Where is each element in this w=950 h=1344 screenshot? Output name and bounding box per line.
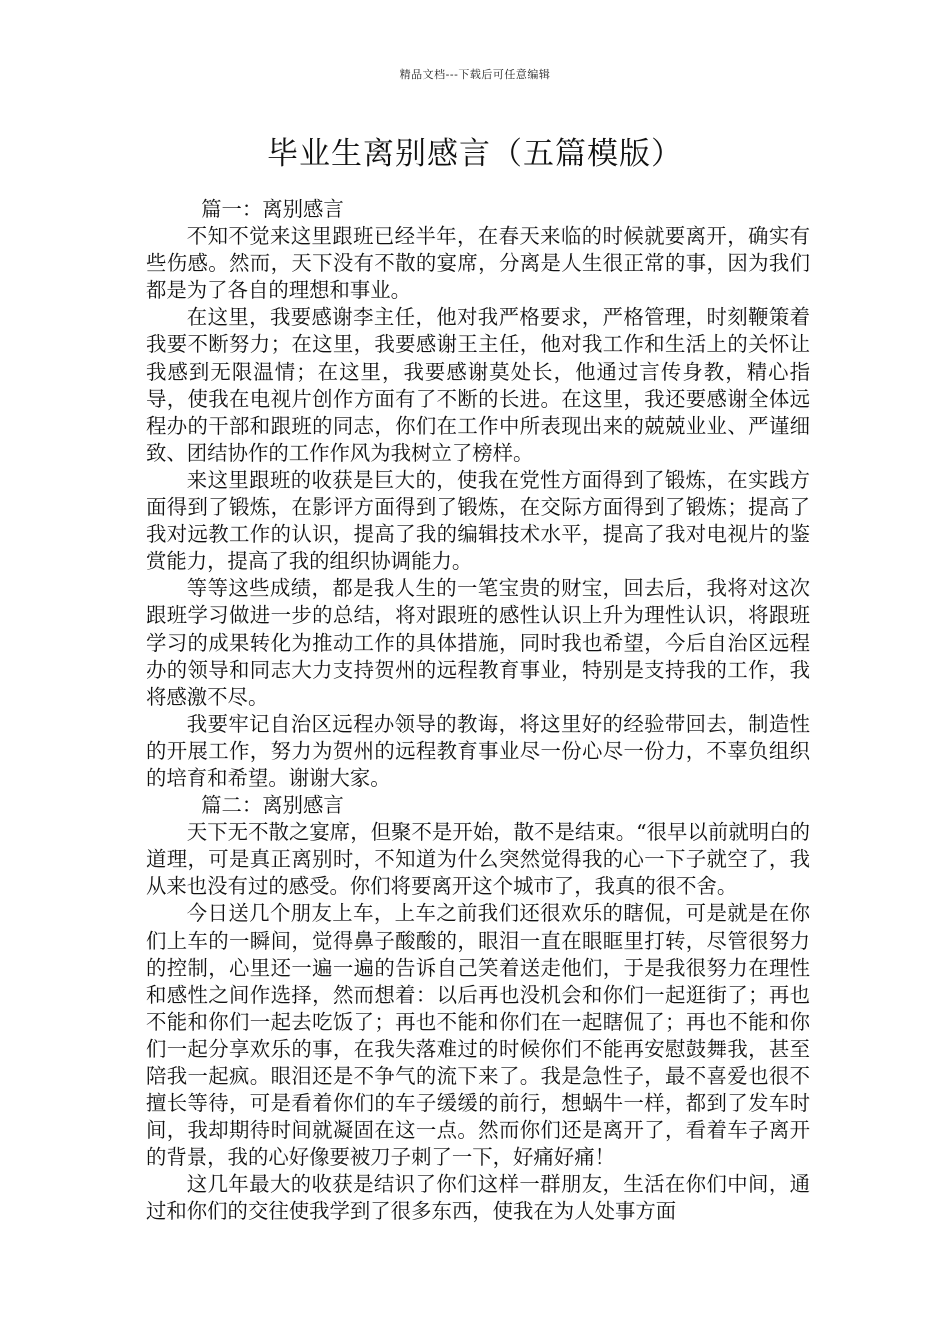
paragraph: 我要牢记自治区远程办领导的教诲，将这里好的经验带回去，制造性的开展工作，努力为贺州的远程教育事业尽一份心尽一份力，不辜负组织的培育和希望。谢谢大家。 [146, 711, 810, 790]
paragraph: 来这里跟班的收获是巨大的，使我在党性方面得到了锻炼，在实践方面得到了锻炼，在影评方面得到了锻炼，在交际方面得到了锻炼；提高了我对远教工作的认识，提高了我的编辑技术水平，提高了我对电视片的鉴赏能力，提高了我的组织协调能力。 [146, 467, 810, 574]
paragraph: 不知不觉来这里跟班已经半年，在春天来临的时候就要离开，确实有些伤感。然而，天下没有不散的宴席，分离是人生很正常的事，因为我们都是为了各自的理想和事业。 [146, 224, 810, 303]
paragraph: 在这里，我要感谢李主任，他对我严格要求，严格管理，时刻鞭策着我要不断努力；在这里，我要感谢王主任，他对我工作和生活上的关怀让我感到无限温情；在这里，我要感谢莫处长，他通过言传身教，精心指导，使我在电视片创作方面有了不断的长进。在这里，我还要感谢全体远程办的干部和跟班的同志，你们在工作中所表现出来的兢兢业业、严谨细致、团结协作的工作作风为我树立了榜样。 [146, 305, 810, 465]
paragraph: 这几年最大的收获是结识了你们这样一群朋友，生活在你们中间，通过和你们的交往使我学到了很多东西，使我在为人处事方面 [146, 1172, 810, 1224]
document-body [146, 196, 810, 1226]
paragraph: 天下无不散之宴席，但聚不是开始，散不是结束。“很早以前就明白的道理，可是真正离别时，不知道为什么突然觉得我的心一下子就空了，我从来也没有过的感受。你们将要离开这个城市了，我真的很不舍。 [146, 820, 810, 899]
section-heading: 篇二：离别感言 [201, 793, 344, 818]
section-heading: 篇一：离别感言 [201, 197, 344, 221]
header-note: 精品文档---下载后可任意编辑 [399, 68, 551, 81]
paragraph: 今日送几个朋友上车，上车之前我们还很欢乐的瞎侃，可是就是在你们上车的一瞬间，觉得鼻子酸酸的，眼泪一直在眼眶里打转，尽管很努力的控制，心里还一遍一遍的告诉自己笑着送走他们，于是我很努力在理性和感性之间作选择，然而想着：以后再也没机会和你们一起逛街了；再也不能和你们一起去吃饭了；再也不能和你们在一起瞎侃了；再也不能和你们一起分享欢乐的事，在我失落难过的时候你们不能再安慰鼓舞我，甚至陪我一起疯。眼泪还是不争气的流下来了。我是急性子，最不喜爱也很不擅长等待，可是看着你们的车子缓缓的前行，想蜗牛一样，都到了发车时间，我却期待时间就凝固在这一点。然而你们还是离开了，看着车子离开的背景，我的心好像要被刀子刺了一下，好痛好痛！ [146, 901, 810, 1170]
document-title: 毕业生离别感言（五篇模版） [267, 136, 683, 172]
paragraph: 等等这些成绩，都是我人生的一笔宝贵的财宝，回去后，我将对这次跟班学习做进一步的总结，将对跟班的感性认识上升为理性认识，将跟班学习的成果转化为推动工作的具体措施，同时我也希望，今后自治区远程办的领导和同志大力支持贺州的远程教育事业，特别是支持我的工作，我将感激不尽。 [146, 576, 810, 709]
